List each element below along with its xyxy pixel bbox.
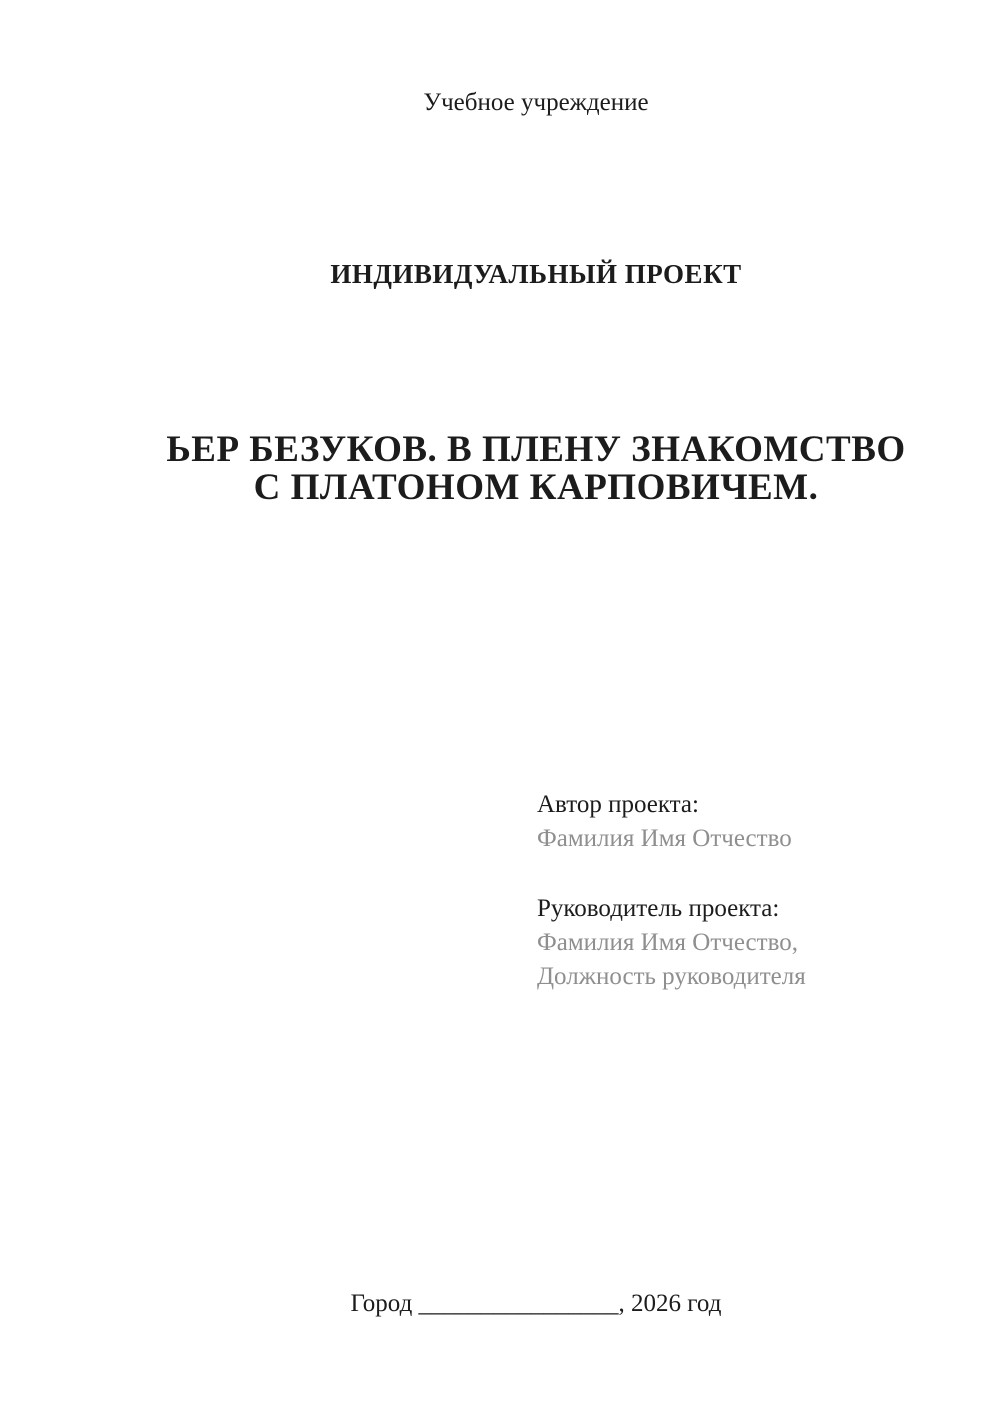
project-title: [143, 431, 929, 507]
author-label: Автор проекта:: [537, 791, 699, 818]
document-type-heading: ИНДИВИДУАЛЬНЫЙ ПРОЕКТ: [330, 259, 742, 289]
supervisor-name-placeholder: Фамилия Имя Отчество,: [537, 929, 798, 956]
project-title-line-1: ЬЕР БЕЗУКОВ. В ПЛЕНУ ЗНАКОМСТВО: [166, 429, 906, 470]
project-title-line-2: С ПЛАТОНОМ КАРПОВИЧЕМ.: [253, 467, 819, 508]
city-year-line: Город ________________, 2026 год: [350, 1290, 722, 1317]
institution-name: Учебное учреждение: [423, 89, 649, 116]
supervisor-label: Руководитель проекта:: [537, 895, 780, 922]
author-name-placeholder: Фамилия Имя Отчество: [537, 825, 792, 852]
credits-block: [537, 788, 806, 994]
supervisor-title-placeholder: Должность руководителя: [537, 963, 806, 990]
